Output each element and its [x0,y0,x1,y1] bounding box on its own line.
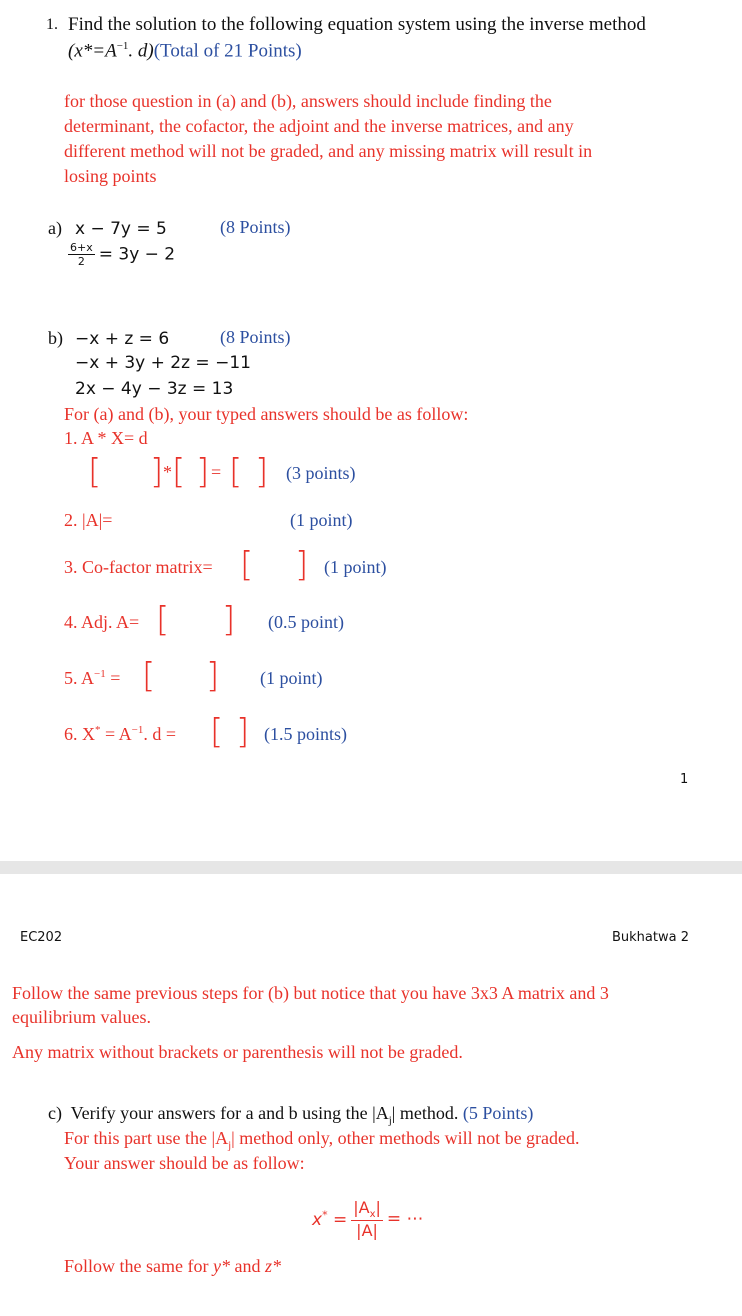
equals-sign: = [211,462,222,482]
follow-y: y* [212,1256,230,1276]
step-6 [64,724,176,745]
step-6-sup: * [95,724,101,736]
bracket-open: [ [142,656,156,696]
step-5-post: = [105,668,121,688]
bracket-close: ] [236,712,250,752]
total-points: (Total of 21 Points) [153,40,302,62]
cramer-numerator [351,1198,383,1221]
question-formula [68,40,302,62]
step-1-points: (3 points) [286,463,356,483]
question-number: 1. [46,16,58,33]
part-b-points: (8 Points) [220,327,291,347]
part-a-fraction [68,241,95,268]
answer-format-intro: For (a) and (b), your typed answers should be as follow: [64,404,469,424]
step-5-points: (1 point) [260,668,323,688]
part-a-eq2 [68,241,175,268]
formula-lhs-sup: * [322,1208,328,1222]
question-title: Find the solution to the following equation system using the inverse method [68,14,646,35]
part-b-eq3: 2x − 4y − 3z = 13 [75,379,234,399]
step-6-sup2: −1 [131,724,144,736]
cramer-fraction [351,1198,383,1240]
part-a-points: (8 Points) [220,217,291,237]
step-6-pre: 6. X [64,724,95,744]
part-a-eq2-rest: = 3y − 2 [98,244,176,265]
multiply-sign: * [163,462,172,482]
step-6-mid: = A [100,724,132,744]
part-c-line-3: Your answer should be as follow: [64,1153,305,1173]
course-code: EC202 [20,930,63,945]
bracket-open: [ [156,600,170,640]
formula-tail: = ⋯ [386,1209,424,1230]
step-2: 2. |A|= [64,510,113,530]
page2-note-line-1: Follow the same previous steps for (b) but notice that you have 3x3 A matrix and 3 [12,983,609,1003]
follow-text: Follow the same for [64,1256,209,1276]
bracket-close: ] [150,452,164,492]
step-5-pre: 5. A [64,668,95,688]
step-3: 3. Co-factor matrix= [64,557,213,577]
step-2-points: (1 point) [290,510,353,530]
num-end: | [375,1198,381,1217]
part-c-label: c) [48,1103,62,1123]
step-6-post: . d = [143,724,177,744]
num-sub: x [369,1209,376,1221]
fraction-numerator: 6+x [70,241,93,254]
step-6-points: (1.5 points) [264,724,347,744]
part-c-sub: j [388,1114,392,1127]
formula-text: (x*=A [68,40,117,62]
cramer-denominator: |A| [356,1221,378,1241]
step-5 [64,668,120,689]
part-a-eq1: x − 7y = 5 [75,219,167,239]
part-a-label: a) [48,218,62,238]
bracket-open: [ [240,545,254,585]
follow-same-line [64,1256,281,1277]
bracket-close: ] [222,600,236,640]
part-c-line-2 [64,1128,580,1152]
bracket-open: [ [172,452,186,492]
part-c-line-1 [48,1103,533,1127]
fraction-denominator: 2 [77,255,85,268]
page2-note-line-2: equilibrium values. [12,1007,151,1027]
page-number: 1 [680,772,689,787]
page-divider [0,861,742,874]
step-1: 1. A * X= d [64,428,148,448]
instruction-line-3: different method will not be graded, and any missing matrix will result in [64,141,593,161]
step-5-sup: −1 [94,668,106,680]
step-3-points: (1 point) [324,557,387,577]
part-b-eq1: −x + z = 6 [75,329,170,349]
instruction-line-4: losing points [64,166,157,186]
part-b-eq2: −x + 3y + 2z = −11 [75,353,251,373]
bracket-close: ] [255,452,269,492]
formula-lhs: x* = [312,1208,348,1230]
bracket-open: [ [229,452,243,492]
instruction-line-1: for those question in (a) and (b), answers should include finding the [64,91,552,111]
bracket-open: [ [210,712,224,752]
instruction-line-2: determinant, the cofactor, the adjoint and the inverse matrices, and any [64,116,574,136]
part-c-line2-a: For this part use the |A [64,1128,229,1148]
part-c-text: Verify your answers for a and b using the |A [70,1103,389,1123]
formula-end: . d) [128,40,154,62]
bracket-open: [ [88,452,102,492]
part-c-line2-sub: j [228,1139,232,1152]
follow-and: and [234,1256,261,1276]
formula-lhs-var: x [312,1209,323,1230]
step-4-points: (0.5 point) [268,612,344,632]
bracket-note: Any matrix without brackets or parenthesis will not be graded. [12,1042,463,1062]
part-b-label: b) [48,328,63,348]
bracket-close: ] [196,452,210,492]
part-c-text-end: | method. [391,1103,459,1123]
step-4: 4. Adj. A= [64,612,140,632]
part-c-line2-b: | method only, other methods will not be graded. [231,1128,580,1148]
cramer-formula [312,1198,424,1240]
formula-sup: −1 [116,40,129,52]
num-a: |A [353,1198,370,1217]
bracket-close: ] [206,656,220,696]
author-page: Bukhatwa 2 [612,930,689,945]
follow-z: z* [264,1256,281,1276]
bracket-close: ] [295,545,309,585]
part-c-points: (5 Points) [462,1103,534,1123]
